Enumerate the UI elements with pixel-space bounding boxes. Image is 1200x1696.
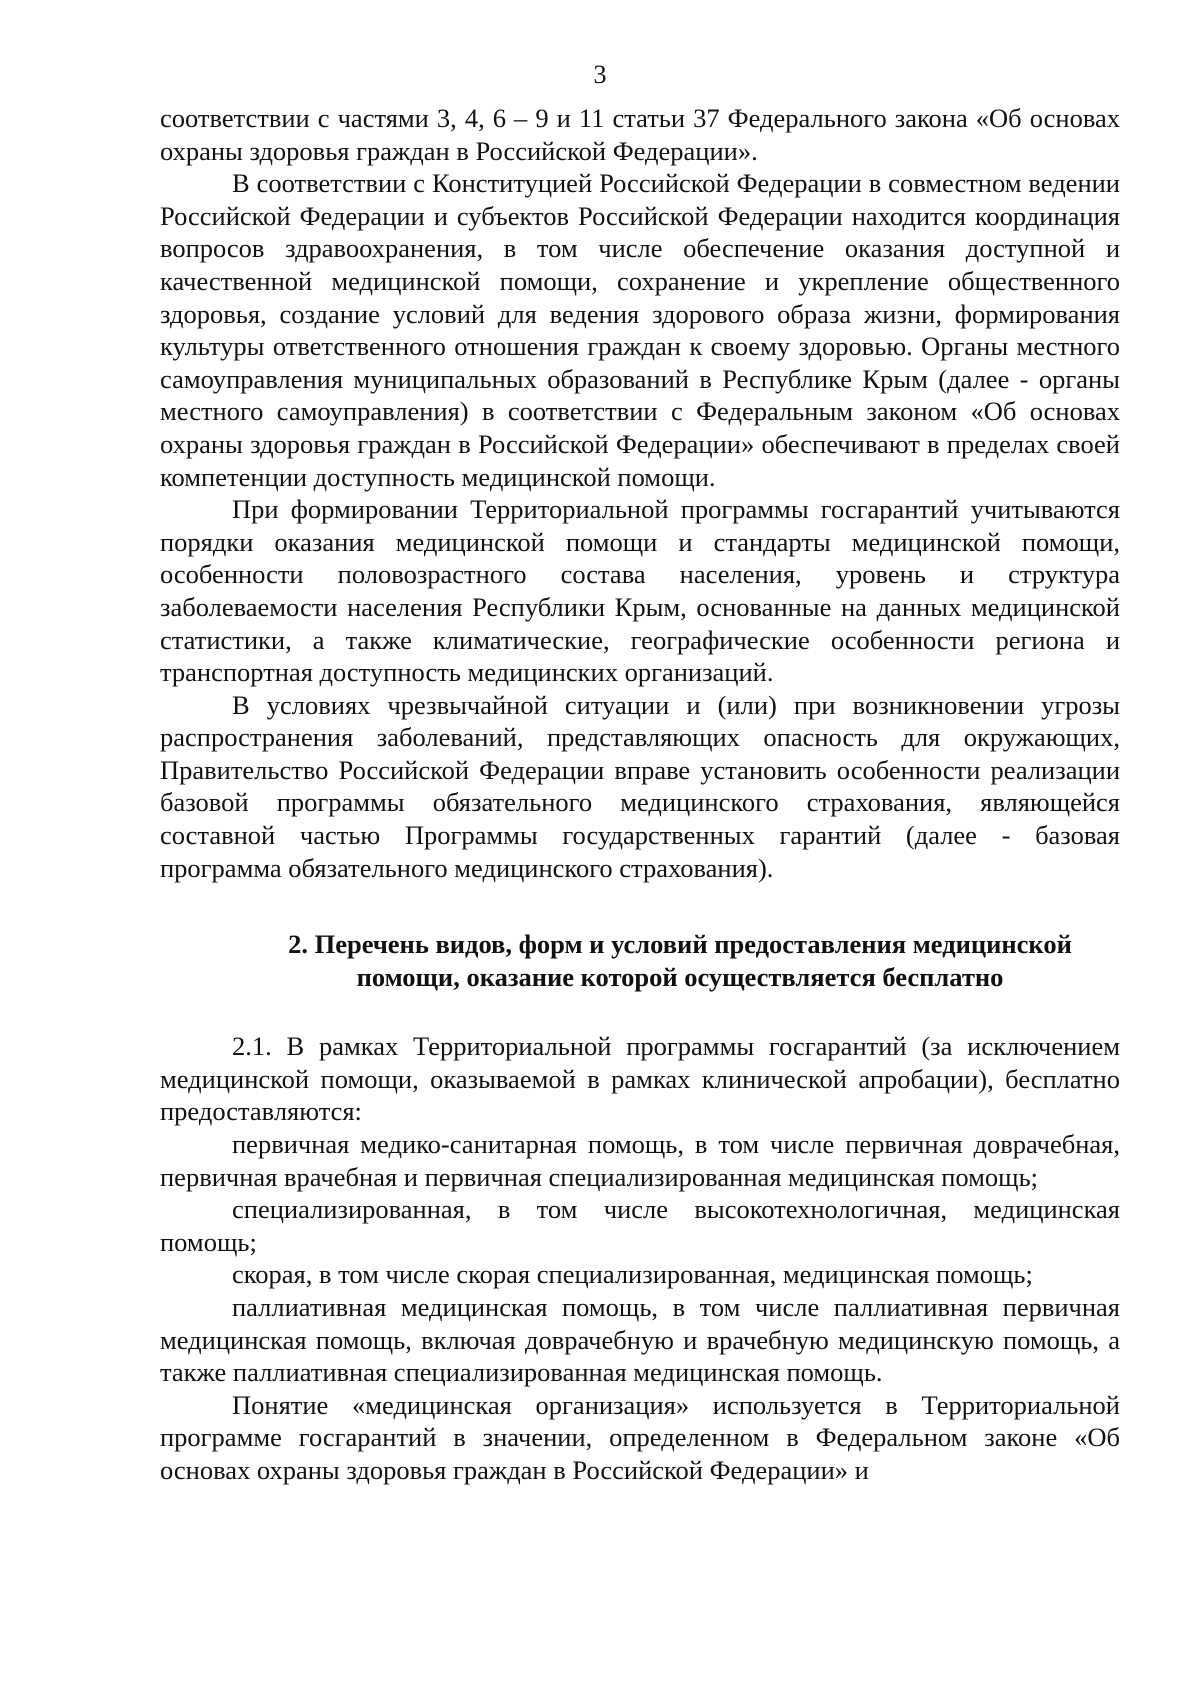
- paragraph-primary-care: первичная медико-санитарная помощь, в том числе первичная доврачебная, первичная врачебная и первичная специализированная медицинская помощь;: [160, 1129, 1120, 1192]
- paragraph-specialized-care: специализированная, в том числе высокотехнологичная, медицинская помощь;: [160, 1194, 1120, 1257]
- paragraph-medical-organization: Понятие «медицинская организация» используется в Территориальной программе госгарантий в значении, определенном в Федеральном законе «Об основах охраны здоровья граждан в Российской Федерации» и: [160, 1389, 1120, 1485]
- paragraph-emergency: В условиях чрезвычайной ситуации и (или) при возникновении угрозы распространения заболеваний, представляющих опасность для окружающих, Правительство Российской Федерации вправе установить особенности реализации базовой программы обязательного медицинского страхования, являющейся составной частью Программы государственных гарантий (далее - базовая программа обязательного медицинского страхования).: [160, 689, 1120, 883]
- paragraph-constitution: В соответствии с Конституцией Российской Федерации в совместном ведении Российской Федерации и субъектов Российской Федерации находится координация вопросов здравоохранения, в том числе обеспечение оказания доступной и качественной медицинской помощи, сохранение и укрепление общественного здоровья, создание условий для ведения здорового образа жизни, формирования культуры ответственного отношения граждан к своему здоровью. Органы местного самоуправления муниципальных образований в Республике Крым (далее - органы местного самоуправления) в соответствии с Федеральным законом «Об основах охраны здоровья граждан в Российской Федерации» обеспечивают в пределах своей компетенции доступность медицинской помощи.: [160, 168, 1120, 492]
- paragraph-emergency-care: скорая, в том числе скорая специализированная, медицинская помощь;: [232, 1259, 1033, 1290]
- section-heading-line-1: 2. Перечень видов, форм и условий предоставления медицинской: [288, 929, 1072, 960]
- section-heading: [160, 928, 1120, 994]
- paragraph-palliative-care: паллиативная медицинская помощь, в том числе паллиативная первичная медицинская помощь, включая доврачебную и врачебную медицинскую помощь, а также паллиативная специализированная медицинская помощь.: [160, 1292, 1120, 1388]
- paragraph-continuation: соответствии с частями 3, 4, 6 – 9 и 11 статьи 37 Федерального закона «Об основах охраны здоровья граждан в Российской Федерации».: [160, 103, 1120, 166]
- page-number: 3: [593, 60, 607, 89]
- document-body: [160, 102, 1120, 1487]
- section-heading-line-2: помощи, оказание которой осуществляется бесплатно: [356, 962, 1004, 993]
- paragraph-program-formation: При формировании Территориальной программы госгарантий учитываются порядки оказания медицинской помощи и стандарты медицинской помощи, особенности половозрастного состава населения, уровень и структура заболеваемости населения Республики Крым, основанные на данных медицинской статистики, а также климатические, географические особенности региона и транспортная доступность медицинских организаций.: [160, 494, 1120, 688]
- paragraph-2-1: 2.1. В рамках Территориальной программы госгарантий (за исключением медицинской помощи, оказываемой в рамках клинической апробации), бесплатно предоставляются:: [160, 1031, 1120, 1127]
